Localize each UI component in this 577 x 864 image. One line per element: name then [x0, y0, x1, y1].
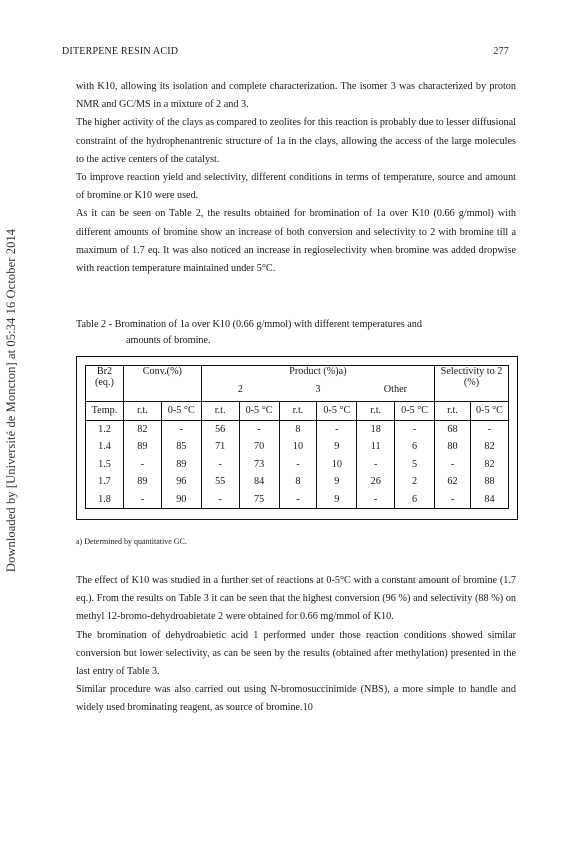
table-label: Table 2 [76, 319, 107, 330]
caption-text-cont: amounts of bromine. [126, 335, 211, 346]
subheader-cell: r.t. [279, 402, 317, 421]
paragraph: The higher activity of the clays as compared to zeolites for this reaction is probably due to lesser diffusional constraint of the hydrophenantrenic structure of 1a in the clays, allowing the access of the large molecules to the active centers of the catalyst. [76, 117, 517, 165]
conv-header: Conv.(%) [123, 366, 201, 402]
running-title: DITERPENE RESIN ACID [62, 46, 179, 57]
paragraph: The bromination of dehydroabietic acid 1 performed under those reaction conditions showed similar conversion but lower selectivity, as can be seen by the results (obtained after methylation) presented in the last entry of Table 3. [76, 629, 516, 678]
product-2-header: 2 [201, 384, 279, 402]
selectivity-unit: (%) [463, 377, 480, 388]
table-cell: 82 [470, 456, 508, 474]
paragraph: To improve reaction yield and selectivity, different conditions in terms of temperature, source and amount of bromine or K10 were used. [76, 172, 516, 202]
table-cell: - [435, 456, 471, 474]
table-cell: - [435, 491, 471, 509]
table-cell: 18 [357, 420, 395, 438]
subheader-cell: 0-5 °C [470, 402, 508, 421]
table-cell: - [201, 491, 239, 509]
br2-unit: (eq.) [95, 377, 114, 388]
results-table [85, 365, 509, 509]
table-cell: - [395, 420, 435, 438]
subheader-cell: 0-5 °C [239, 402, 279, 421]
subheader-cell: r.t. [357, 402, 395, 421]
table-subheader-row [86, 402, 509, 421]
table-row [86, 473, 509, 491]
table-cell: 11 [357, 438, 395, 456]
table-body [86, 420, 509, 509]
product-header: Product (%)a) [201, 366, 434, 384]
table-cell: 89 [123, 438, 161, 456]
body-text-lower [76, 572, 516, 718]
table-cell: - [357, 456, 395, 474]
br2-cell: 1.2 [86, 420, 124, 438]
table-cell: 9 [317, 438, 357, 456]
table-cell: 89 [161, 456, 201, 474]
table-cell: 84 [470, 491, 508, 509]
table-cell: - [161, 420, 201, 438]
paragraph: The effect of K10 was studied in a further set of reactions at 0-5°C with a constant amount of bromine (1.7 eq.). From the results on Table 3 it can be seen that the highest conversion (96 %) and selectivity (88 %) on methyl 12-bromo-dehydroabietate 2 were obtained for 0.66 mg/mmol of K10. [76, 575, 516, 623]
table-frame [76, 356, 518, 520]
paragraph: with K10, allowing its isolation and complete characterization. The isomer 3 was characterized by proton NMR and GC/MS in a mixture of 2 and 3. [76, 81, 516, 111]
download-note: Downloaded by [Université de Moncton] at 05:34 16 October 2014 [4, 228, 19, 572]
table-cell: 9 [317, 491, 357, 509]
br2-cell: 1.4 [86, 438, 124, 456]
selectivity-label: Selectivity to 2 [440, 366, 503, 377]
table-cell: 71 [201, 438, 239, 456]
table-cell: 9 [317, 473, 357, 491]
subheader-cell: 0-5 °C [395, 402, 435, 421]
table-cell: - [279, 491, 317, 509]
download-watermark [4, 140, 20, 660]
table-cell: 82 [123, 420, 161, 438]
table-cell: - [317, 420, 357, 438]
table-cell: 89 [123, 473, 161, 491]
table-cell: 55 [201, 473, 239, 491]
table-cell: - [201, 456, 239, 474]
table-cell: - [123, 456, 161, 474]
table-row [86, 491, 509, 509]
table-cell: 82 [470, 438, 508, 456]
table-cell: 6 [395, 491, 435, 509]
table-cell: - [279, 456, 317, 474]
br2-cell: 1.5 [86, 456, 124, 474]
table-cell: 8 [279, 473, 317, 491]
table-cell: 96 [161, 473, 201, 491]
table-footnote: a) Determined by quantitative GC. [76, 537, 187, 546]
selectivity-header [435, 366, 509, 402]
table-cell: 84 [239, 473, 279, 491]
table-cell: 70 [239, 438, 279, 456]
table-row [86, 456, 509, 474]
subheader-cell: r.t. [435, 402, 471, 421]
table-cell: 10 [279, 438, 317, 456]
table-cell: 6 [395, 438, 435, 456]
table-cell: 56 [201, 420, 239, 438]
table-cell: 68 [435, 420, 471, 438]
table-cell: 90 [161, 491, 201, 509]
table-cell: 88 [470, 473, 508, 491]
body-text-upper [76, 78, 516, 278]
table-cell: - [470, 420, 508, 438]
table-row [86, 438, 509, 456]
table-cell: 75 [239, 491, 279, 509]
table-cell: - [357, 491, 395, 509]
subheader-cell: 0-5 °C [317, 402, 357, 421]
subheader-cell: r.t. [201, 402, 239, 421]
br2-label: Br2 [96, 366, 113, 377]
table-cell: 62 [435, 473, 471, 491]
table-cell: 73 [239, 456, 279, 474]
product-3-header: 3 [279, 384, 357, 402]
table-cell: 8 [279, 420, 317, 438]
table-cell: 2 [395, 473, 435, 491]
br2-header [86, 366, 124, 402]
table-cell: 80 [435, 438, 471, 456]
table-caption [76, 317, 516, 349]
caption-text: - Bromination of 1a over K10 (0.66 g/mmol) with different temperatures and [106, 319, 422, 330]
table-cell: - [239, 420, 279, 438]
subheader-cell: 0-5 °C [161, 402, 201, 421]
page-number: 277 [493, 46, 509, 57]
table-cell: 10 [317, 456, 357, 474]
running-header [62, 46, 509, 57]
paragraph: As it can be seen on Table 2, the results obtained for bromination of 1a over K10 (0.66 g/mmol) with different amounts of bromine show an increase of both conversion and selectivity to 2 with bromine till a maximum of 1.7 eq. It was also noticed an increase in regioselectivity when bromine was added dropwise with reaction temperature maintained under 5°C. [76, 208, 516, 275]
br2-cell: 1.8 [86, 491, 124, 509]
table-cell: - [123, 491, 161, 509]
table-cell: 5 [395, 456, 435, 474]
subheader-cell: r.t. [123, 402, 161, 421]
table-cell: 85 [161, 438, 201, 456]
table-cell: 26 [357, 473, 395, 491]
temp-subheader: Temp. [86, 402, 124, 421]
paragraph: Similar procedure was also carried out using N-bromosuccinimide (NBS), a more simple to handle and widely used brominating reagent, as source of bromine.10 [76, 684, 516, 714]
other-header: Other [357, 384, 435, 402]
br2-cell: 1.7 [86, 473, 124, 491]
table-row [86, 420, 509, 438]
